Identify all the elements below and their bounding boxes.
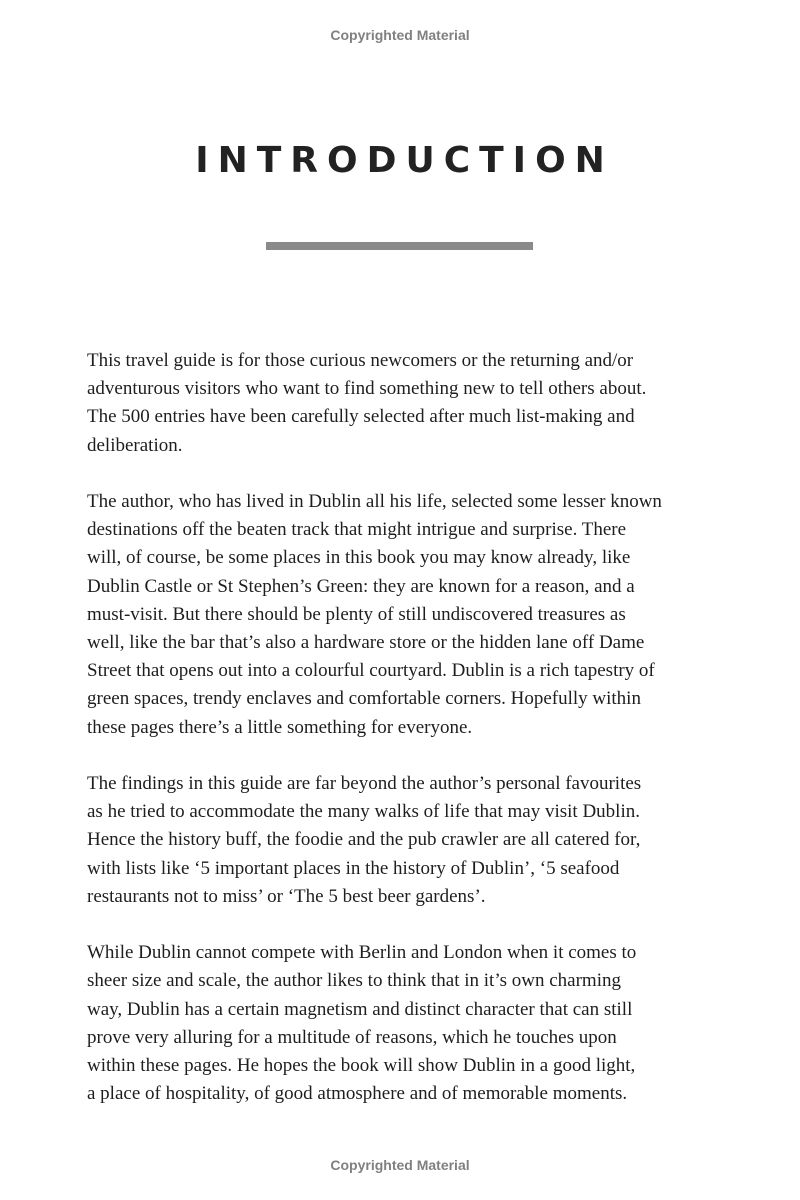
copyright-footer: Copyrighted Material	[330, 1157, 470, 1173]
paragraph-line: sheer size and scale, the author likes to think that in it’s own charming	[87, 970, 621, 992]
body-text	[87, 347, 727, 1137]
paragraph-line: adventurous visitors who want to find something new to tell others about.	[87, 378, 647, 400]
paragraph-line: While Dublin cannot compete with Berlin and London when it comes to	[87, 942, 637, 964]
paragraph-line: Hence the history buff, the foodie and the pub crawler are all catered for,	[87, 829, 641, 851]
paragraph-line: The author, who has lived in Dublin all his life, selected some lesser known	[87, 491, 662, 512]
paragraph-line: The findings in this guide are far beyond the author’s personal favourites	[87, 773, 642, 795]
paragraph	[87, 939, 727, 1108]
paragraph	[87, 347, 727, 460]
paragraph	[87, 770, 727, 911]
paragraph-line: must-visit. But there should be plenty of still undiscovered treasures as	[87, 603, 626, 625]
paragraph-line: way, Dublin has a certain magnetism and distinct character that can still	[87, 998, 633, 1020]
paragraph-line: Dublin Castle or St Stephen’s Green: they are known for a reason, and a	[87, 575, 635, 597]
title-divider	[266, 242, 533, 250]
paragraph-line: a place of hospitality, of good atmosphere and of memorable moments.	[87, 1083, 628, 1105]
paragraph	[87, 488, 727, 742]
paragraph-line: This travel guide is for those curious newcomers or the returning and/or	[87, 350, 634, 371]
paragraph-line: these pages there’s a little something for everyone.	[87, 716, 473, 738]
paragraph-line: prove very alluring for a multitude of reasons, which he touches upon	[87, 1026, 617, 1048]
paragraph-line: deliberation.	[87, 434, 183, 456]
paragraph-line: with lists like ‘5 important places in the history of Dublin’, ‘5 seafood	[87, 857, 620, 879]
paragraph-line: will, of course, be some places in this book you may know already, like	[87, 547, 631, 569]
paragraph-line: green spaces, trendy enclaves and comfortable corners. Hopefully within	[87, 688, 641, 710]
paragraph-line: well, like the bar that’s also a hardware store or the hidden lane off Dame	[87, 632, 645, 654]
paragraph-line: The 500 entries have been carefully selected after much list-making and	[87, 406, 635, 428]
paragraph-line: Street that opens out into a colourful courtyard. Dublin is a rich tapestry of	[87, 660, 655, 682]
copyright-header: Copyrighted Material	[330, 27, 470, 43]
paragraph-line: as he tried to accommodate the many walks of life that may visit Dublin.	[87, 801, 640, 823]
page-title: INTRODUCTION	[195, 140, 614, 181]
paragraph-line: restaurants not to miss’ or ‘The 5 best beer gardens’.	[87, 885, 486, 907]
paragraph-line: within these pages. He hopes the book will show Dublin in a good light,	[87, 1055, 636, 1077]
paragraph-line: destinations off the beaten track that might intrigue and surprise. There	[87, 519, 627, 541]
